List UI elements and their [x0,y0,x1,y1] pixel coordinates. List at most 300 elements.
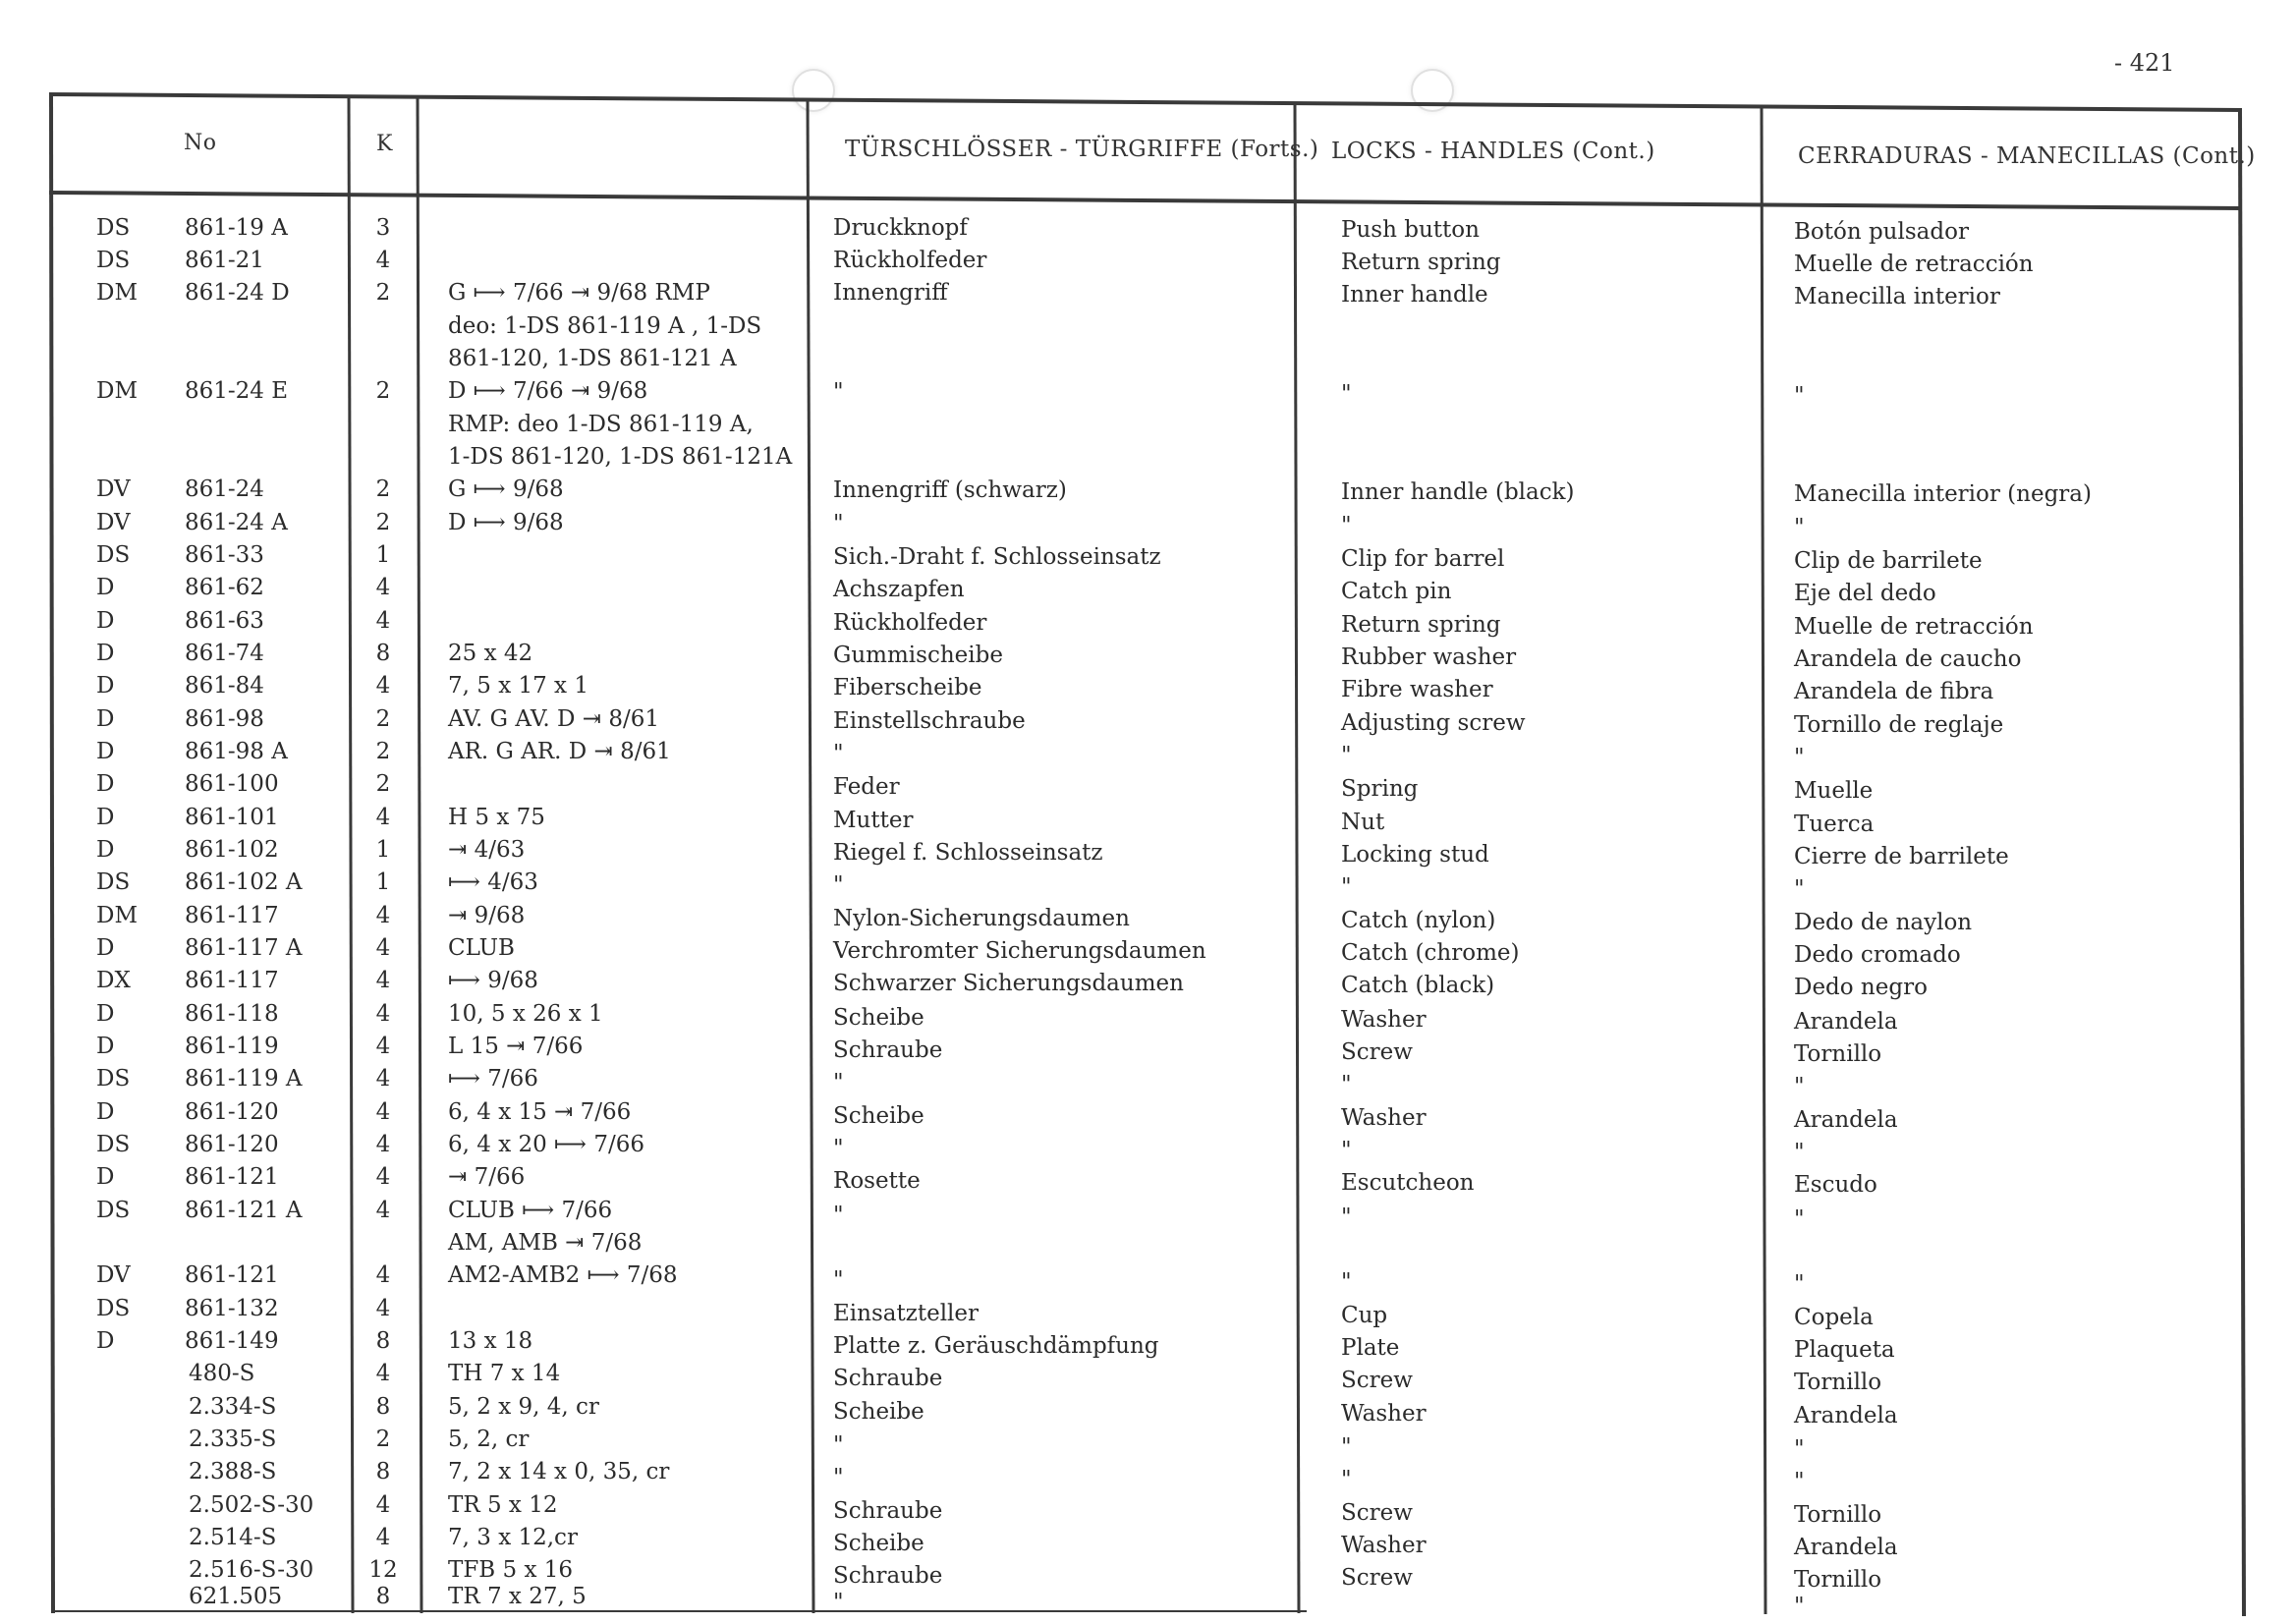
description-german: Schraube [833,1366,943,1391]
header-german: TÜRSCHLÖSSER - TÜRGRIFFE (Forts.) [845,137,1319,162]
specification: 7, 5 x 17 x 1 [448,673,588,699]
description-spanish: Tornillo [1794,1370,1882,1395]
part-number: 621.505 [189,1584,283,1609]
quantity: 2 [375,1427,391,1452]
description-german: " [833,511,844,536]
part-prefix: D [96,706,115,732]
specification: H 5 x 75 [448,805,545,830]
part-prefix: D [96,673,115,699]
description-english: Clip for barrel [1341,546,1505,572]
punch-hole-left [792,69,835,112]
quantity: 8 [375,1584,391,1609]
description-german: Innengriff (schwarz) [833,477,1067,503]
description-english: Washer [1341,1533,1427,1558]
description-english: Washer [1341,1105,1427,1131]
description-german: Achszapfen [833,577,965,602]
part-prefix: DS [96,542,131,568]
part-prefix: D [96,1001,115,1027]
description-english: Catch (chrome) [1341,940,1520,966]
quantity: 3 [375,215,391,241]
description-spanish: Arandela [1794,1107,1898,1133]
description-german: Scheibe [833,1103,924,1129]
quantity: 4 [375,1492,391,1518]
part-number: 861-24 E [185,378,289,404]
part-prefix: D [96,641,115,666]
part-prefix: DS [96,1198,131,1223]
table-row [0,1293,2296,1330]
description-spanish: " [1794,515,1805,540]
description-spanish: Tuerca [1794,812,1875,837]
description-german: Scheibe [833,1399,924,1425]
quantity: 12 [368,1557,398,1583]
description-english: Screw [1341,1500,1413,1526]
description-english: Nut [1341,810,1385,835]
description-english: Rubber washer [1341,644,1517,670]
table-row [0,703,2296,736]
quantity: 4 [375,575,391,600]
description-german: " [833,872,844,898]
specification: 13 x 18 [448,1328,533,1354]
description-german: Gummischeibe [833,643,1003,668]
description-english: Plate [1341,1335,1400,1361]
quantity: 1 [375,837,391,863]
part-number: 861-21 [185,248,264,273]
description-german: Scheibe [833,1531,924,1556]
specification: TR 7 x 27, 5 [448,1584,587,1609]
part-number: 2.335-S [189,1427,277,1452]
description-german: Mutter [833,808,914,833]
description-english: Washer [1341,1401,1427,1427]
description-english: " [1341,1138,1352,1163]
description-english: " [1341,1072,1352,1097]
specification: TFB 5 x 16 [448,1557,574,1583]
part-number: 2.516-S-30 [189,1557,314,1583]
quantity: 4 [375,903,391,928]
description-german: Rückholfeder [833,610,987,636]
part-prefix: D [96,1164,115,1190]
table-row [0,802,2296,837]
quantity: 2 [375,771,391,797]
table-row [0,212,2296,245]
header-english: LOCKS - HANDLES (Cont.) [1331,139,1655,164]
table-row [0,409,2296,441]
part-number: 861-120 [185,1132,279,1157]
quantity: 2 [375,280,391,306]
part-prefix: D [96,771,115,797]
description-spanish: Arandela de caucho [1794,646,2022,672]
part-prefix: DV [96,476,131,502]
part-number: 861-33 [185,542,264,568]
table-row [0,507,2296,539]
table-row [0,1161,2296,1198]
part-prefix: DS [96,248,131,273]
table-row [0,1391,2296,1428]
description-spanish: Muelle de retracción [1794,252,2034,277]
description-english: " [1341,874,1352,900]
part-prefix: D [96,739,115,764]
description-german: " [833,1070,844,1095]
description-german: " [833,741,844,766]
quantity: 1 [375,869,391,895]
description-english: " [1341,381,1352,407]
description-german: Schraube [833,1498,943,1524]
description-spanish: Dedo negro [1794,975,1928,1000]
description-spanish: Botón pulsador [1794,219,1969,245]
description-spanish: " [1794,1594,1805,1619]
description-german: " [833,379,844,405]
description-english: Screw [1341,1039,1413,1065]
description-german: Innengriff [833,280,948,306]
table-row [0,932,2296,968]
specification: 6, 4 x 20 ⟼ 7/66 [448,1132,644,1157]
table-row [0,1260,2296,1297]
description-spanish: Muelle [1794,778,1874,804]
table-row [0,572,2296,604]
specification: AM2-AMB2 ⟼ 7/68 [448,1262,678,1288]
part-number: 480-S [189,1361,255,1386]
description-english: " [1341,1434,1352,1460]
table-row [0,539,2296,572]
description-english: Fibre washer [1341,677,1493,702]
quantity: 4 [375,1164,391,1190]
specification: 5, 2, cr [448,1427,530,1452]
quantity: 2 [375,510,391,535]
part-prefix: D [96,575,115,600]
quantity: 4 [375,805,391,830]
part-prefix: DV [96,1262,131,1288]
specification: TH 7 x 14 [448,1361,561,1386]
specification: 7, 3 x 12,cr [448,1525,578,1550]
specification: AV. G AV. D ⇥ 8/61 [448,706,660,732]
header-k: K [376,132,393,156]
quantity: 4 [375,968,391,993]
specification: ⇥ 9/68 [448,903,526,928]
specification: ⇥ 7/66 [448,1164,526,1190]
description-german: Schwarzer Sicherungsdaumen [833,971,1184,996]
part-number: 861-24 A [185,510,288,535]
specification: AM, AMB ⇥ 7/68 [448,1230,643,1256]
description-spanish: " [1794,1271,1805,1297]
table-row [0,1581,2296,1619]
description-german: " [833,1136,844,1161]
part-number: 861-118 [185,1001,279,1027]
quantity: 4 [375,1525,391,1550]
table-row [0,998,2296,1035]
specification: CLUB ⟼ 7/66 [448,1198,613,1223]
specification: CLUB [448,935,515,961]
description-spanish: Dedo cromado [1794,942,1961,968]
description-spanish: " [1794,745,1805,770]
description-spanish: Clip de barrilete [1794,548,1983,574]
part-number: 861-121 A [185,1198,303,1223]
part-number: 861-84 [185,673,264,699]
specification: G ⟼ 7/66 ⇥ 9/68 RMP [448,280,710,306]
description-german: " [833,1203,844,1228]
quantity: 4 [375,673,391,699]
description-english: Screw [1341,1565,1413,1591]
description-spanish: " [1794,1140,1805,1165]
part-number: 861-98 A [185,739,288,764]
part-number: 861-24 D [185,280,290,306]
table-row [0,441,2296,474]
quantity: 8 [375,1459,391,1484]
part-number: 861-19 A [185,215,288,241]
part-number: 861-100 [185,771,279,797]
part-prefix: DX [96,968,131,993]
description-english: " [1341,1467,1352,1492]
description-english: Locking stud [1341,842,1489,868]
specification: D ⟼ 7/66 ⇥ 9/68 [448,378,648,404]
specification: 10, 5 x 26 x 1 [448,1001,603,1027]
part-number: 861-119 A [185,1066,303,1092]
table-row [0,1195,2296,1232]
part-prefix: D [96,805,115,830]
table-row [0,343,2296,375]
quantity: 2 [375,476,391,502]
table-row [0,867,2296,902]
part-number: 861-102 A [185,869,303,895]
quantity: 4 [375,1132,391,1157]
quantity: 2 [375,739,391,764]
part-prefix: DS [96,869,131,895]
table-row [0,474,2296,506]
description-spanish: Dedo de naylon [1794,910,1973,935]
description-english: Catch pin [1341,579,1452,604]
part-number: 861-63 [185,608,264,634]
part-prefix: D [96,1034,115,1059]
specification: 861-120, 1-DS 861-121 A [448,346,737,371]
part-number: 861-132 [185,1296,279,1321]
description-german: Verchromter Sicherungsdaumen [833,938,1206,964]
table-row [0,900,2296,935]
description-english: Adjusting screw [1341,710,1526,736]
table-row [0,1424,2296,1462]
part-number: 2.388-S [189,1459,277,1484]
part-prefix: D [96,1099,115,1125]
part-number: 861-121 [185,1164,279,1190]
part-prefix: DS [96,215,131,241]
specification: RMP: deo 1-DS 861-119 A, [448,412,754,437]
description-spanish: " [1794,876,1805,902]
quantity: 1 [375,542,391,568]
part-number: 861-98 [185,706,264,732]
description-german: Einsatzteller [833,1301,980,1326]
table-row [0,375,2296,408]
specification: ⟼ 4/63 [448,869,538,895]
table-row [0,310,2296,343]
quantity: 4 [375,1296,391,1321]
quantity: 8 [375,641,391,666]
description-spanish: Escudo [1794,1172,1877,1198]
specification: 25 x 42 [448,641,533,666]
part-number: 861-117 [185,903,279,928]
table-row [0,1358,2296,1395]
description-english: Catch (nylon) [1341,908,1496,933]
description-english: Inner handle (black) [1341,479,1575,505]
quantity: 2 [375,706,391,732]
part-number: 2.514-S [189,1525,277,1550]
punch-hole-right [1411,69,1454,112]
description-english: " [1341,1204,1352,1230]
quantity: 4 [375,1099,391,1125]
description-english: Return spring [1341,250,1501,275]
table-row [0,638,2296,670]
description-english: Catch (black) [1341,973,1495,998]
description-german: Feder [833,774,900,800]
description-german: Schraube [833,1037,943,1063]
table-row [0,1096,2296,1133]
quantity: 4 [375,1001,391,1027]
description-spanish: " [1794,1074,1805,1099]
description-german: " [833,1432,844,1458]
description-german: Rückholfeder [833,248,987,273]
description-german: Rosette [833,1168,921,1194]
specification: 1-DS 861-120, 1-DS 861-121A [448,444,793,470]
description-english: Cup [1341,1303,1388,1328]
quantity: 4 [375,1198,391,1223]
description-spanish: " [1794,1206,1805,1232]
part-number: 861-119 [185,1034,279,1059]
table-row [0,670,2296,702]
table-row [0,1227,2296,1260]
part-number: 861-117 [185,968,279,993]
description-english: Return spring [1341,612,1501,638]
table-row [0,965,2296,1000]
part-number: 861-102 [185,837,279,863]
table-row [0,245,2296,277]
specification: ⟼ 9/68 [448,968,538,993]
table-row [0,1489,2296,1528]
page-number: - 421 [2114,49,2175,77]
description-english: Spring [1341,776,1419,802]
part-prefix: DM [96,280,138,306]
specification: ⇥ 4/63 [448,837,526,863]
quantity: 4 [375,935,391,961]
specification: L 15 ⇥ 7/66 [448,1034,584,1059]
description-spanish: Arandela [1794,1009,1898,1035]
description-german: Sich.-Draht f. Schlosseinsatz [833,544,1161,570]
description-english: Inner handle [1341,282,1488,308]
table-row [0,1522,2296,1560]
description-german: Fiberscheibe [833,675,982,700]
part-number: 861-62 [185,575,264,600]
description-german: " [833,1267,844,1293]
description-english: " [1341,743,1352,768]
part-prefix: DV [96,510,131,535]
description-german: " [833,1590,844,1615]
part-prefix: D [96,1328,115,1354]
part-number: 861-101 [185,805,279,830]
specification: deo: 1-DS 861-119 A , 1-DS [448,313,762,339]
description-spanish: Arandela de fibra [1794,679,1994,704]
description-german: Einstellschraube [833,708,1026,734]
table-row [0,605,2296,638]
part-number: 861-149 [185,1328,279,1354]
table-row [0,834,2296,867]
part-number: 861-121 [185,1262,279,1288]
description-spanish: Eje del dedo [1794,581,1936,606]
description-spanish: Muelle de retracción [1794,614,2034,640]
description-german: Schraube [833,1563,943,1589]
description-spanish: Tornillo [1794,1502,1882,1528]
table-row [0,1129,2296,1165]
specification: AR. G AR. D ⇥ 8/61 [448,739,671,764]
quantity: 4 [375,1361,391,1386]
part-prefix: D [96,837,115,863]
description-english: Escutcheon [1341,1170,1475,1196]
quantity: 4 [375,1066,391,1092]
part-prefix: DS [96,1296,131,1321]
part-prefix: DM [96,903,138,928]
description-spanish: " [1794,1469,1805,1494]
table-row [0,1031,2296,1067]
description-spanish: " [1794,1436,1805,1462]
part-number: 861-24 [185,476,264,502]
specification: 7, 2 x 14 x 0, 35, cr [448,1459,670,1484]
description-german: Scheibe [833,1005,924,1031]
description-spanish: Plaqueta [1794,1337,1895,1363]
description-english: Washer [1341,1007,1427,1033]
quantity: 4 [375,1262,391,1288]
description-spanish: Arandela [1794,1403,1898,1428]
description-german: Druckknopf [833,215,968,241]
specification: G ⟼ 9/68 [448,476,564,502]
description-spanish: Tornillo [1794,1041,1882,1067]
quantity: 2 [375,378,391,404]
table-row [0,1063,2296,1099]
table-row [0,768,2296,804]
specification: ⟼ 7/66 [448,1066,538,1092]
specification: 6, 4 x 15 ⇥ 7/66 [448,1099,632,1125]
part-number: 861-117 A [185,935,303,961]
part-prefix: D [96,608,115,634]
description-spanish: Arandela [1794,1535,1898,1560]
description-english: Push button [1341,217,1480,243]
quantity: 8 [375,1394,391,1420]
quantity: 4 [375,1034,391,1059]
description-english: " [1341,513,1352,538]
part-number: 2.502-S-30 [189,1492,314,1518]
description-spanish: Tornillo [1794,1567,1882,1593]
description-german: Riegel f. Schlosseinsatz [833,840,1103,866]
description-german: " [833,1465,844,1490]
part-prefix: DS [96,1132,131,1157]
part-number: 2.334-S [189,1394,277,1420]
header-spanish: CERRADURAS - MANECILLAS (Cont.) [1798,143,2256,169]
specification: 5, 2 x 9, 4, cr [448,1394,599,1420]
quantity: 4 [375,248,391,273]
part-number: 861-120 [185,1099,279,1125]
quantity: 4 [375,608,391,634]
part-number: 861-74 [185,641,264,666]
part-prefix: D [96,935,115,961]
table-row [0,1456,2296,1494]
description-english: Screw [1341,1368,1413,1393]
description-spanish: Copela [1794,1305,1874,1330]
description-spanish: Cierre de barrilete [1794,844,2009,869]
specification: D ⟼ 9/68 [448,510,564,535]
part-prefix: DS [96,1066,131,1092]
description-spanish: Manecilla interior (negra) [1794,481,2092,507]
table-row [0,277,2296,309]
quantity: 8 [375,1328,391,1354]
description-german: Platte z. Geräuschdämpfung [833,1333,1159,1359]
table-row [0,736,2296,768]
description-spanish: Tornillo de reglaje [1794,712,2004,738]
description-english: " [1341,1269,1352,1295]
table-row [0,1325,2296,1363]
header-no: No [184,131,217,155]
